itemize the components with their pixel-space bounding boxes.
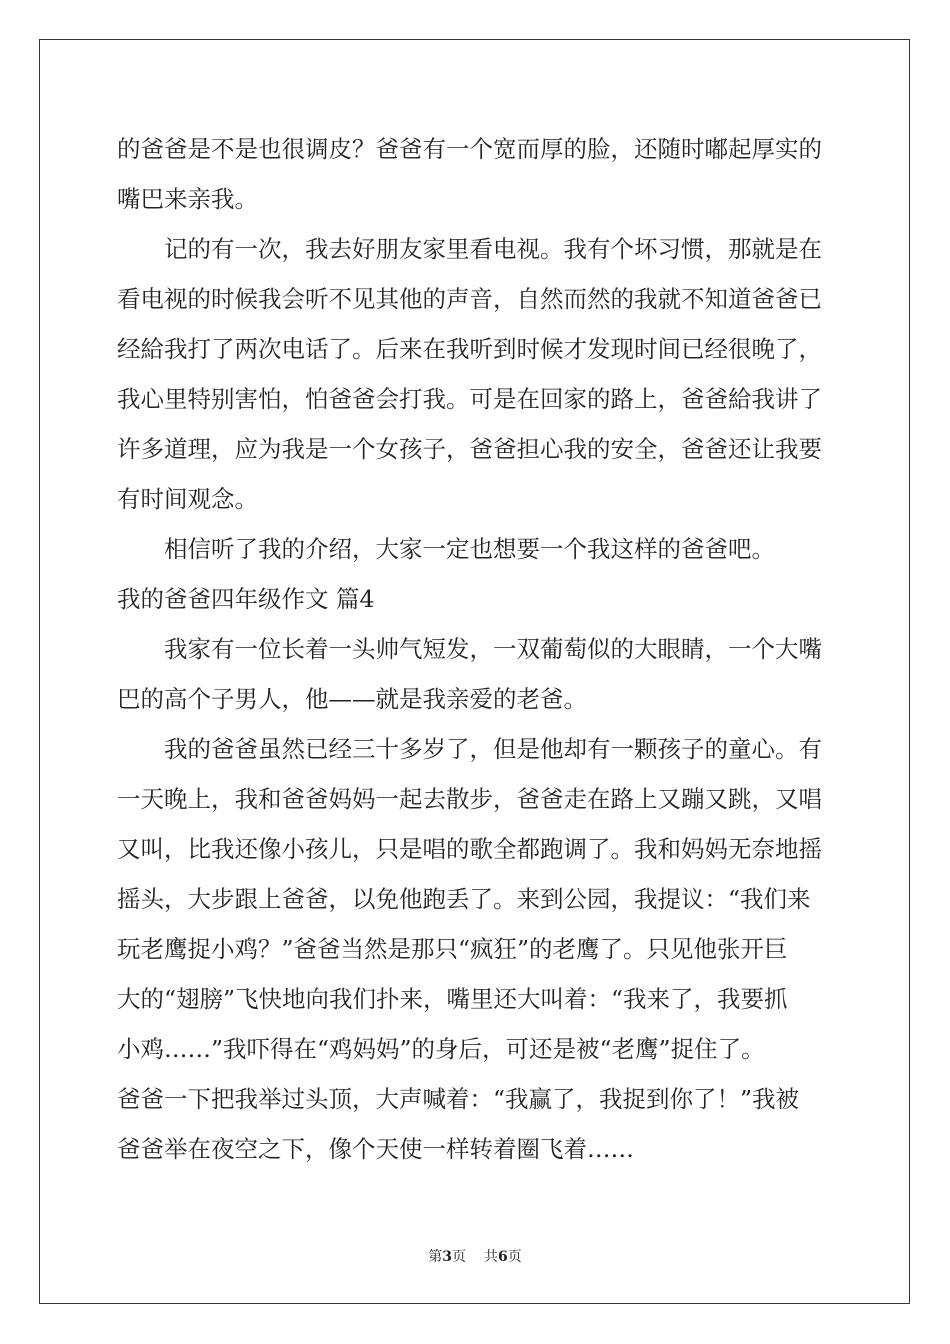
text-line: 嘴巴来亲我。	[117, 185, 258, 213]
text-line: 有时间观念。	[117, 485, 258, 513]
paragraph-block-1	[117, 124, 833, 574]
text-line: 摇头，大步跟上爸爸，以免他跑丢了。来到公园，我提议：“我们来	[117, 885, 811, 913]
text-line: 巴的高个子男人，他——就是我亲爱的老爸。	[117, 685, 587, 713]
text-line: 小鸡……”我吓得在“鸡妈妈”的身后，可还是被“老鹰”捉住了。	[117, 1035, 765, 1063]
text-line: 我的爸爸虽然已经三十多岁了，但是他却有一颗孩子的童心。有	[164, 735, 822, 763]
footer-total-prefix: 共	[484, 1249, 498, 1265]
footer-page-number: 3	[442, 1249, 452, 1265]
page-footer	[0, 1246, 950, 1266]
text-line: 记的有一次，我去好朋友家里看电视。我有个坏习惯，那就是在	[164, 235, 822, 263]
text-line: 又叫，比我还像小孩儿，只是唱的歌全都跑调了。我和妈妈无奈地摇	[117, 835, 822, 863]
section-heading: 我的爸爸四年级作文 篇4	[117, 585, 375, 613]
text-line: 爸爸一下把我举过头顶，大声喊着：“我赢了，我捉到你了！”我被	[117, 1085, 800, 1113]
text-line: 看电视的时候我会听不见其他的声音，自然而然的我就不知道爸爸已	[117, 285, 822, 313]
text-line: 我家有一位长着一头帅气短发，一双葡萄似的大眼睛，一个大嘴	[164, 635, 822, 663]
footer-total-suffix: 页	[507, 1249, 522, 1265]
footer-page-prefix: 第	[428, 1249, 443, 1265]
footer-total-number: 6	[498, 1249, 508, 1265]
text-line: 爸爸举在夜空之下，像个天使一样转着圈飞着……	[117, 1135, 634, 1163]
text-line: 经給我打了两次电话了。后来在我听到时候才发现时间已经很晚了，	[117, 335, 822, 363]
text-line: 大的“翅膀”飞快地向我们扑来，嘴里还大叫着：“我来了，我要抓	[117, 985, 788, 1013]
footer-page-suffix: 页	[452, 1249, 466, 1265]
paragraph-block-2	[117, 624, 833, 1174]
text-line: 玩老鹰捉小鸡？”爸爸当然是那只“疯狂”的老鹰了。只见他张开巨	[117, 935, 788, 963]
text-line: 一天晚上，我和爸爸妈妈一起去散步，爸爸走在路上又蹦又跳，又唱	[117, 785, 822, 813]
text-line: 我心里特别害怕，怕爸爸会打我。可是在回家的路上，爸爸給我讲了	[117, 385, 822, 413]
text-line: 许多道理，应为我是一个女孩子，爸爸担心我的安全，爸爸还让我要	[117, 435, 822, 463]
text-line: 的爸爸是不是也很调皮？爸爸有一个宽而厚的脸，还随时嘟起厚实的	[117, 135, 822, 163]
document-body	[117, 124, 833, 1174]
text-line: 相信听了我的介绍，大家一定也想要一个我这样的爸爸吧。	[164, 535, 775, 563]
